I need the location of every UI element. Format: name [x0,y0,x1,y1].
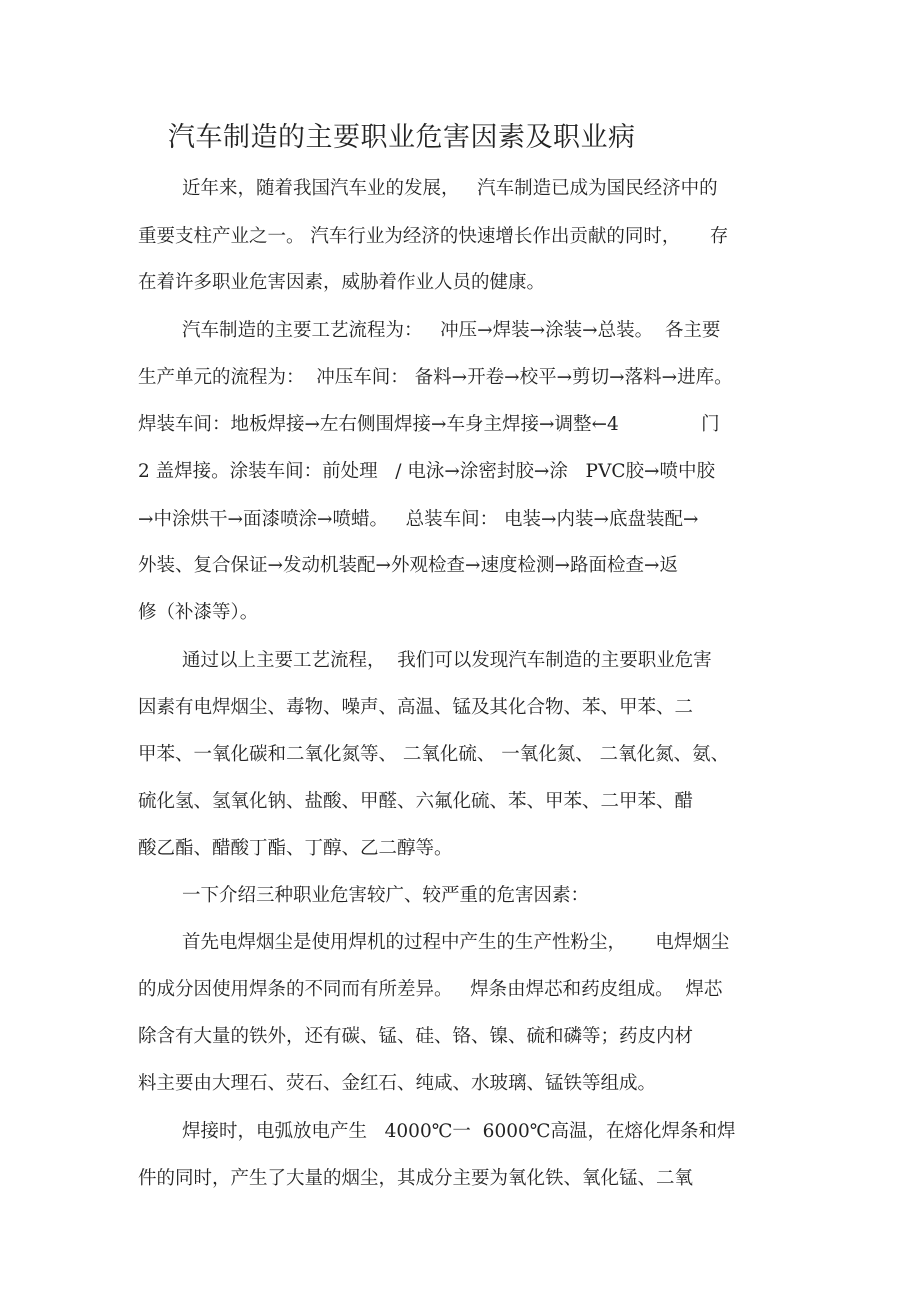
text-line: 首先电焊烟尘是使用焊机的过程中产生的生产性粉尘， 电焊烟尘 [182,932,730,953]
text-line: 因素有电焊烟尘、毒物、噪声、高温、锰及其化合物、苯、甲苯、二 [138,697,694,718]
text-line: 的成分因使用焊条的不同而有所差异。 焊条由焊芯和药皮组成。 焊芯 [138,979,723,1000]
text-line: 重要支柱产业之一。 汽车行业为经济的快速增长作出贡献的同时， 存 [138,226,729,247]
text-line: 件的同时，产生了大量的烟尘，其成分主要为氧化铁、氧化锰、二氧 [138,1168,694,1189]
text-line: 2 盖焊接。涂装车间：前处理 / 电泳→涂密封胶→涂 PVC胶→喷中胶 [138,461,716,482]
text-line: 一下介绍三种职业危害较广、较严重的危害因素： [182,885,590,906]
text-line: 甲苯、一氧化碳和二氧化氮等、 二氧化硫、 一氧化氮、 二氧化氮、氨、 [138,744,730,765]
text-line: →中涂烘干→面漆喷涂→喷蜡。 总装车间： 电装→内装→底盘装配→ [138,509,699,530]
text-line: 外装、复合保证→发动机装配→外观检查→速度检测→路面检查→返 [138,555,679,576]
text-line: 硫化氢、氢氧化钠、盐酸、甲醛、六氟化硫、苯、甲苯、二甲苯、醋 [138,791,694,812]
document-title: 汽车制造的主要职业危害因素及职业病 [168,122,636,153]
text-line: 除含有大量的铁外，还有碳、锰、硅、铬、镍、硫和磷等；药皮内材 [138,1026,694,1047]
text-line: 焊装车间：地板焊接→左右侧围焊接→车身主焊接→调整←4 门 [138,414,720,435]
text-line: 在着许多职业危害因素，威胁着作业人员的健康。 [138,272,546,293]
text-line: 焊接时，电弧放电产生 4000℃一 6000℃高温，在熔化焊条和焊 [182,1121,736,1142]
text-line: 修（补漆等）。 [138,602,259,623]
text-line: 汽车制造的主要工艺流程为： 冲压→焊装→涂装→总装。 各主要 [182,320,721,341]
text-line: 料主要由大理石、荧石、金红石、纯咸、水玻璃、锰铁等组成。 [138,1073,657,1094]
text-line: 通过以上主要工艺流程， 我们可以发现汽车制造的主要职业危害 [182,650,712,671]
text-line: 近年来，随着我国汽车业的发展， 汽车制造已成为国民经济中的 [182,178,718,199]
text-line: 生产单元的流程为： 冲压车间： 备料→开卷→校平→剪切→落料→进库。 [138,367,733,388]
text-line: 酸乙酯、醋酸丁酯、丁醇、乙二醇等。 [138,838,453,859]
